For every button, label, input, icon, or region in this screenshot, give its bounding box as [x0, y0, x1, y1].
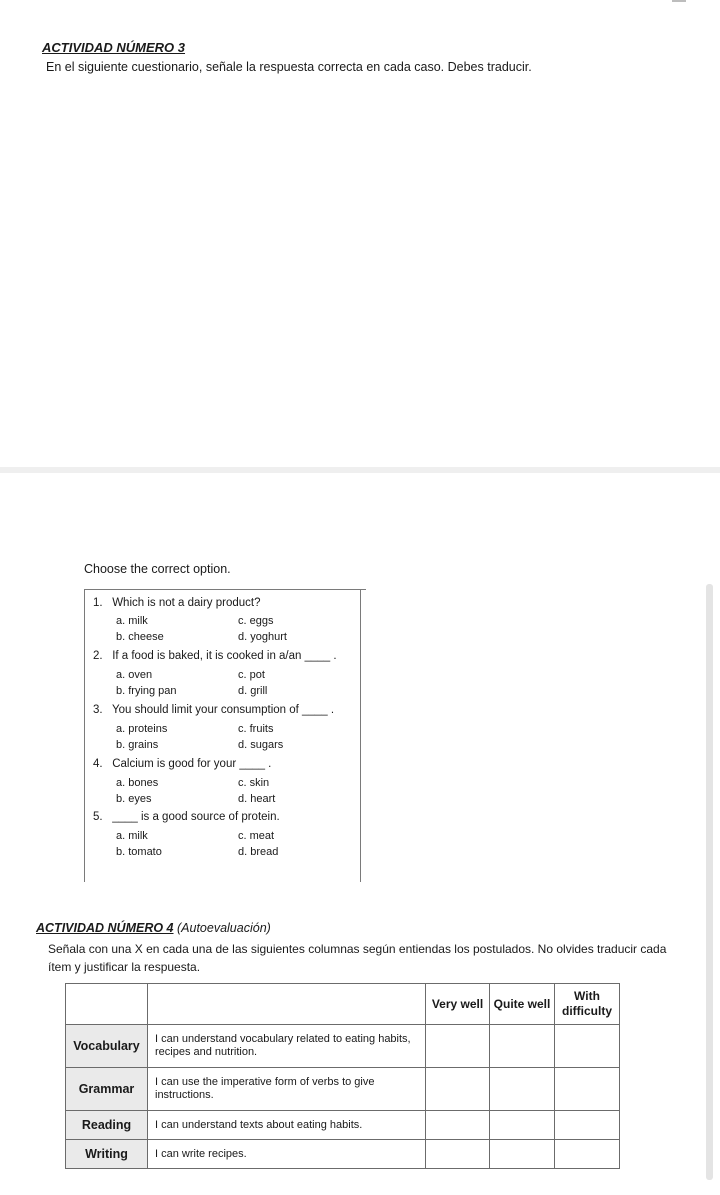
- question-number: 3.: [93, 704, 103, 716]
- table-row: [66, 1025, 620, 1068]
- option[interactable]: d. grill: [238, 685, 268, 697]
- mark-cell-very-well[interactable]: [426, 1140, 490, 1169]
- quiz-box: [84, 589, 361, 882]
- skill-label: Vocabulary: [66, 1025, 148, 1068]
- question-5: [93, 811, 280, 823]
- header-very-well: Very well: [426, 984, 490, 1025]
- self-evaluation-table: [65, 983, 620, 1169]
- option[interactable]: c. fruits: [238, 723, 274, 735]
- mark-cell-quite-well[interactable]: [490, 1025, 555, 1068]
- option[interactable]: c. skin: [238, 777, 270, 789]
- option[interactable]: a. oven: [116, 669, 153, 681]
- mark-cell-very-well[interactable]: [426, 1068, 490, 1111]
- option[interactable]: b. eyes: [116, 793, 152, 805]
- top-edge-mark: [672, 0, 686, 2]
- mark-cell-very-well[interactable]: [426, 1025, 490, 1068]
- option[interactable]: c. meat: [238, 830, 275, 842]
- question-number: 1.: [93, 597, 103, 609]
- activity4-instruction: Señala con una X en cada una de las siguientes columnas según entiendas los postulados. No olvides traducir cada ítem y justificar la respuesta.: [48, 942, 667, 974]
- skill-label: Reading: [66, 1111, 148, 1140]
- activity4-title-sub: (Autoevaluación): [177, 921, 271, 935]
- scrollbar[interactable]: [706, 584, 713, 1180]
- question-text: If a food is baked, it is cooked in a/an ____ .: [112, 650, 337, 662]
- mark-cell-with-difficulty[interactable]: [555, 1140, 620, 1169]
- mark-cell-quite-well[interactable]: [490, 1140, 555, 1169]
- option[interactable]: d. bread: [238, 846, 279, 858]
- page-divider: [0, 467, 720, 473]
- option[interactable]: c. pot: [238, 669, 265, 681]
- option[interactable]: a. milk: [116, 615, 148, 627]
- option[interactable]: a. milk: [116, 830, 148, 842]
- header-quite-well: Quite well: [490, 984, 555, 1025]
- activity3-instruction: En el siguiente cuestionario, señale la respuesta correcta en cada caso. Debes traducir.: [46, 60, 532, 74]
- option[interactable]: d. yoghurt: [238, 631, 287, 643]
- mark-cell-quite-well[interactable]: [490, 1068, 555, 1111]
- activity4-title-main: ACTIVIDAD NÚMERO 4: [36, 921, 174, 935]
- mark-cell-quite-well[interactable]: [490, 1111, 555, 1140]
- activity4-title: [36, 921, 271, 935]
- skill-label: Grammar: [66, 1068, 148, 1111]
- question-3: [93, 704, 334, 716]
- table-row: [66, 1068, 620, 1111]
- header-skill: [66, 984, 148, 1025]
- skill-label: Writing: [66, 1140, 148, 1169]
- question-text: Calcium is good for your ____ .: [112, 758, 272, 770]
- question-1: [93, 597, 260, 609]
- statement: I can understand vocabulary related to eating habits, recipes and nutrition.: [148, 1025, 426, 1068]
- statement: I can write recipes.: [148, 1140, 426, 1169]
- table-header-row: [66, 984, 620, 1025]
- option[interactable]: d. heart: [238, 793, 276, 805]
- mark-cell-with-difficulty[interactable]: [555, 1025, 620, 1068]
- statement: I can use the imperative form of verbs to give instructions.: [148, 1068, 426, 1111]
- mark-cell-with-difficulty[interactable]: [555, 1111, 620, 1140]
- option[interactable]: a. proteins: [116, 723, 168, 735]
- option[interactable]: c. eggs: [238, 615, 274, 627]
- option[interactable]: a. bones: [116, 777, 159, 789]
- question-text: You should limit your consumption of ____ .: [111, 704, 335, 716]
- header-statement: [148, 984, 426, 1025]
- table-row: [66, 1111, 620, 1140]
- question-2: [93, 650, 337, 662]
- question-4: [93, 758, 271, 770]
- table-row: [66, 1140, 620, 1169]
- question-number: 4.: [93, 758, 103, 770]
- option[interactable]: b. grains: [116, 739, 159, 751]
- option[interactable]: b. tomato: [116, 846, 162, 858]
- question-text: ____ is a good source of protein.: [112, 811, 280, 823]
- question-number: 5.: [93, 811, 103, 823]
- question-text: Which is not a dairy product?: [112, 597, 261, 609]
- question-number: 2.: [93, 650, 103, 662]
- mark-cell-with-difficulty[interactable]: [555, 1068, 620, 1111]
- header-with-difficulty: With difficulty: [555, 984, 620, 1025]
- option[interactable]: b. frying pan: [116, 685, 177, 697]
- option[interactable]: d. sugars: [238, 739, 284, 751]
- mark-cell-very-well[interactable]: [426, 1111, 490, 1140]
- option[interactable]: b. cheese: [116, 631, 164, 643]
- activity3-title: ACTIVIDAD NÚMERO 3: [42, 40, 186, 55]
- quiz-heading: Choose the correct option.: [84, 562, 231, 576]
- statement: I can understand texts about eating habits.: [148, 1111, 426, 1140]
